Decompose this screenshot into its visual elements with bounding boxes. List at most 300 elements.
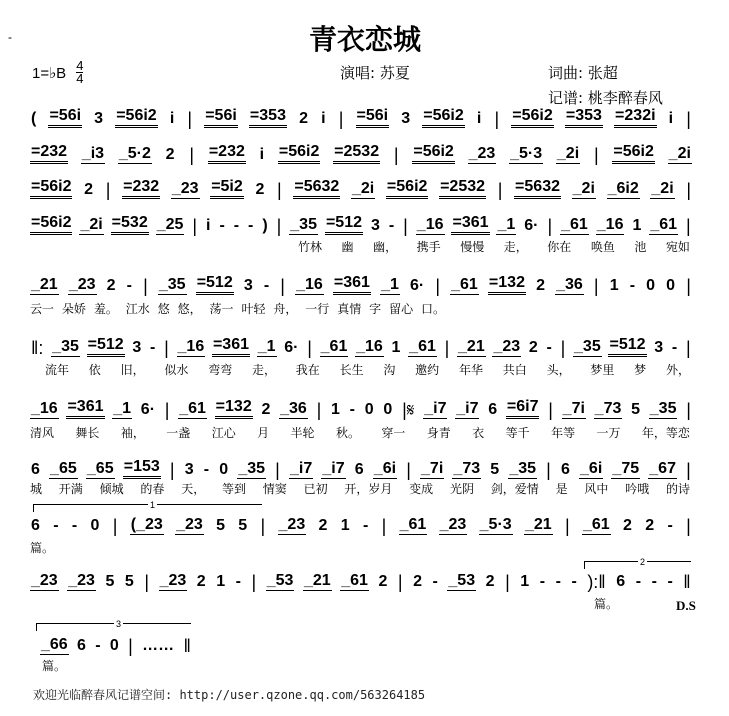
notation-line: [30, 273, 692, 295]
note-group: _23: [31, 572, 58, 589]
note-group: _23: [171, 180, 199, 197]
note-group: _35: [574, 338, 601, 355]
barline: |: [686, 516, 691, 536]
note-group: 3: [184, 461, 194, 478]
barline: |: [593, 276, 599, 296]
lyric-word: 月: [257, 426, 270, 440]
lyric-word: 江水: [125, 302, 150, 316]
lyric-word: 等到: [221, 482, 246, 496]
lyrics-line: [594, 597, 619, 611]
note-group: (: [31, 110, 37, 127]
note-group: -: [667, 573, 673, 590]
note-group: _61: [179, 400, 206, 417]
note-group: =512: [87, 336, 125, 357]
note-group: _16: [177, 338, 205, 355]
lyric-word: 的春: [140, 482, 165, 496]
note-group: 2: [485, 573, 495, 590]
lyric-word: 倾城: [99, 482, 124, 496]
note-group: 2: [196, 573, 206, 590]
note-group: _2i: [556, 145, 580, 162]
note-group: _i3: [81, 145, 105, 162]
note-group: _23: [68, 276, 96, 293]
note-group: 6: [31, 517, 40, 534]
lyric-word: 穿一: [381, 426, 406, 440]
note-group: 6·: [284, 339, 299, 356]
note-group: 1: [216, 573, 226, 590]
note-group: i: [259, 146, 265, 163]
barline: |: [393, 145, 399, 165]
lyric-word: 朵娇: [61, 302, 86, 316]
lyric-word: 沟: [383, 363, 396, 377]
note-group: =56i2: [412, 143, 454, 164]
lyric-word: 一盏: [166, 426, 191, 440]
note-group: _35: [649, 400, 677, 417]
lyric-word: 留心: [389, 302, 414, 316]
note-group: _5·2: [118, 145, 151, 162]
lyric-word: 叶轻: [241, 302, 266, 316]
barline: |: [189, 145, 195, 165]
note-group: _16: [296, 276, 323, 293]
lyrics-line: [298, 240, 690, 254]
lyric-word: 身青: [426, 426, 451, 440]
note-group: -: [432, 573, 438, 590]
note-group: =132: [215, 398, 253, 419]
note-group: 2: [318, 517, 328, 534]
note-group: 2: [255, 181, 265, 198]
barline: |: [275, 460, 280, 480]
lyric-word: 荡一: [209, 302, 234, 316]
lyric-word: 长生: [339, 363, 364, 377]
time-bottom: 4: [76, 71, 84, 86]
note-group: 6: [488, 401, 498, 418]
barline: |: [187, 109, 193, 129]
barline: |: [435, 276, 440, 296]
note-group: _65: [86, 460, 114, 477]
note-group: =56i2: [30, 214, 72, 235]
note-group: 3: [654, 339, 664, 356]
note-group: =361: [212, 336, 250, 357]
note-group: =56i: [48, 107, 82, 128]
note-group: 6: [616, 573, 626, 590]
notation-line: [30, 397, 692, 419]
note-group: _1: [497, 216, 516, 233]
barline: |: [260, 516, 266, 536]
barline: |: [444, 338, 450, 358]
note-group: _35: [290, 216, 317, 233]
barline: |: [565, 516, 570, 536]
note-group: -: [388, 217, 395, 234]
note-group: =56i2: [278, 143, 320, 164]
note-group: -: [95, 637, 101, 654]
barline: |: [686, 216, 691, 236]
barline: |: [546, 460, 551, 480]
barline: |: [403, 216, 408, 236]
notation-line: [30, 177, 692, 199]
note-group: 5: [490, 461, 500, 478]
note-group: _35: [158, 276, 186, 293]
note-group: _5·3: [479, 516, 512, 533]
lyric-word: 舟，: [273, 302, 298, 316]
barline: ‖:: [31, 338, 44, 358]
note-group: i: [476, 110, 482, 127]
lyrics-line: [30, 426, 690, 440]
note-group: i: [169, 110, 175, 127]
key-signature: [32, 60, 83, 85]
note-group: -: [546, 339, 552, 356]
lyric-word: 共白: [502, 363, 527, 377]
note-group: _1: [113, 400, 132, 417]
lyrics-line: [45, 363, 690, 377]
notation-line: [30, 213, 692, 235]
barline: |: [686, 400, 691, 420]
barline: |: [547, 216, 553, 236]
barline: |: [144, 572, 150, 592]
note-group: -: [362, 517, 369, 534]
barline: |: [593, 145, 599, 165]
note-group: -: [248, 217, 254, 234]
note-group: _6i2: [607, 180, 639, 197]
lyrics-line: [42, 659, 67, 673]
note-group: =56i: [356, 107, 390, 128]
lyric-word: 悠: [157, 302, 170, 316]
note-group: =232: [122, 178, 160, 199]
lyric-word: 风中: [584, 482, 609, 496]
note-group: =532: [111, 214, 149, 235]
note-group: 0: [646, 277, 656, 294]
lyric-word: 邀约: [415, 363, 440, 377]
note-group: 1: [609, 277, 619, 294]
note-group: _36: [280, 400, 307, 417]
note-group: _6i: [580, 460, 603, 477]
note-group: _2i: [572, 180, 595, 197]
note-group: -: [349, 401, 355, 418]
barline: |: [277, 180, 282, 200]
note-group: _7i: [562, 400, 585, 417]
note-group: _73: [453, 460, 481, 477]
barline: |: [505, 572, 510, 592]
lyric-word: 羞。: [93, 302, 118, 316]
note-group: _i7: [322, 460, 345, 477]
lyric-word: 携手: [416, 240, 441, 254]
note-group: _25: [156, 216, 184, 233]
footer-text: 欢迎光临醉春风记谱空间: http://user.qzone.qq.com/563264185: [33, 688, 426, 702]
note-group: _16: [596, 216, 624, 233]
note-group: _2i: [352, 180, 375, 197]
barline: |: [381, 516, 387, 536]
note-group: =6i7: [506, 398, 540, 419]
lyric-word: 等千: [505, 426, 530, 440]
note-group: _1: [381, 276, 399, 293]
note-group: =2532: [439, 178, 486, 199]
note-group: _67: [649, 460, 676, 477]
note-group: _i7: [424, 400, 447, 417]
lyric-word: 我在: [295, 363, 320, 377]
note-group: _61: [650, 216, 678, 233]
note-group: _53: [448, 572, 476, 589]
note-group: 5: [124, 573, 134, 590]
note-group: =56i: [204, 107, 238, 128]
note-group: 2: [645, 517, 655, 534]
note-group: =5632: [514, 178, 561, 199]
note-group: -: [671, 339, 678, 356]
lyric-word: 变成: [409, 482, 434, 496]
note-group: 5: [216, 517, 225, 534]
barline: |: [316, 400, 322, 420]
note-group: =56i2: [612, 143, 654, 164]
lyric-word: 弯弯: [208, 363, 233, 377]
note-group: 0: [219, 461, 229, 478]
lyric-word: 篇。: [30, 541, 55, 555]
volta-bracket-3: [36, 619, 191, 631]
note-group: i: [668, 110, 674, 127]
key-label: 1=♭B: [32, 64, 67, 82]
lyric-word: 你在: [547, 240, 572, 254]
notation-line: [30, 106, 692, 128]
note-group: 0: [109, 637, 119, 654]
barline: |: [280, 276, 285, 296]
note-group: _2i: [651, 180, 674, 197]
lyric-word: 开，岁月: [344, 482, 393, 496]
note-group: -: [571, 573, 577, 590]
note-group: _73: [594, 400, 622, 417]
barline: ‖: [183, 636, 191, 656]
note-group: 2: [623, 517, 632, 534]
barline: |: [397, 572, 403, 592]
lyric-word: 一万: [596, 426, 621, 440]
lyric-word: 梦里: [590, 363, 615, 377]
notation-line: [30, 457, 692, 479]
lyric-word: 依: [88, 363, 101, 377]
note-group: -: [71, 517, 78, 534]
note-group: 3: [94, 110, 104, 127]
note-group: _75: [612, 460, 640, 477]
note-group: _23: [68, 572, 95, 589]
barline: |: [169, 460, 175, 480]
lyrics-line: [30, 482, 690, 496]
note-group: 1: [520, 573, 530, 590]
note-group: _23: [468, 145, 496, 162]
note-group: =361: [451, 214, 489, 235]
stray-mark: -: [8, 30, 12, 44]
barline: |: [251, 572, 257, 592]
lyric-word: 天，: [181, 482, 206, 496]
note-group: _61: [451, 276, 478, 293]
barline: |: [494, 109, 500, 129]
note-group: =232: [208, 143, 246, 164]
lyric-word: 半轮: [290, 426, 315, 440]
note-group: 6·: [140, 401, 156, 418]
note-group: -: [219, 217, 225, 234]
note-group: -: [235, 573, 241, 590]
note-group: -: [539, 573, 546, 590]
lyric-word: 慢慢: [460, 240, 485, 254]
notation-line: [40, 633, 192, 655]
note-group: =512: [196, 274, 234, 295]
lyric-word: 秋。: [335, 426, 360, 440]
note-group: 5: [238, 517, 248, 534]
lyric-word: 篇。: [594, 597, 619, 611]
lyric-word: 城: [30, 482, 43, 496]
lyric-word: 外，: [665, 363, 690, 377]
note-group: 2: [299, 110, 308, 127]
note-group: 2: [536, 277, 545, 294]
barline: |: [128, 636, 133, 656]
note-group: 0: [383, 401, 393, 418]
note-group: =5632: [293, 178, 340, 199]
barline: |: [686, 276, 691, 296]
note-group: -: [635, 573, 642, 590]
note-group: (_23: [130, 516, 163, 533]
song-title: 青衣恋城: [308, 23, 421, 56]
barline: |: [497, 180, 503, 200]
note-group: _23: [176, 516, 203, 533]
note-group: _61: [561, 216, 588, 233]
note-group: _35: [509, 460, 537, 477]
note-group: -: [150, 339, 156, 356]
dal-segno-mark: D.S: [676, 598, 696, 613]
lyric-word: 走，: [503, 240, 528, 254]
lyric-word: 字: [369, 302, 382, 316]
composer-credit: 词曲: 张超: [548, 64, 618, 82]
lyric-word: 竹林: [298, 240, 323, 254]
time-signature: [76, 60, 83, 85]
barline: |: [164, 338, 169, 358]
lyric-word: 情窦: [262, 482, 287, 496]
note-group: =512: [325, 214, 363, 235]
lyric-word: 一行: [305, 302, 330, 316]
lyric-word: 的诗: [665, 482, 690, 496]
note-group: 2: [165, 146, 175, 163]
note-group: -: [53, 517, 59, 534]
note-group: _65: [50, 460, 77, 477]
note-group: -: [263, 277, 270, 294]
note-group: _23: [278, 516, 306, 533]
note-group: _i7: [289, 460, 313, 477]
note-group: =5i2: [210, 178, 244, 199]
note-group: =361: [66, 398, 104, 419]
barline: |: [686, 109, 691, 129]
barline: ):‖: [587, 572, 606, 592]
note-group: 1: [632, 217, 642, 234]
note-group: _66: [41, 636, 68, 653]
note-group: _21: [524, 516, 552, 533]
note-group: =56i2: [30, 178, 72, 199]
barline: ‖: [683, 572, 691, 592]
barline: |: [686, 460, 691, 480]
note-group: _53: [266, 572, 294, 589]
note-group: _16: [416, 216, 444, 233]
note-group: -: [126, 277, 132, 294]
note-group: -: [651, 573, 657, 590]
singer-credit: 演唱: 苏夏: [340, 64, 410, 82]
lyric-word: 唤鱼: [590, 240, 615, 254]
note-group: i: [206, 217, 211, 234]
note-group: 3: [243, 277, 253, 294]
note-group: 5: [105, 573, 115, 590]
note-group: 6: [77, 637, 86, 654]
note-group: 6·: [409, 277, 425, 294]
note-group: _2i: [80, 216, 103, 233]
note-group: _61: [583, 516, 610, 533]
lyric-word: 头，: [546, 363, 571, 377]
lyric-word: 清风: [30, 426, 55, 440]
notation-line: [30, 142, 692, 164]
lyric-word: 幽，: [373, 240, 398, 254]
note-group: =2532: [333, 143, 380, 164]
lyric-word: 真情: [337, 302, 362, 316]
lyric-word: 篇。: [42, 659, 67, 673]
note-group: _7i: [421, 460, 444, 477]
barline: |: [143, 276, 148, 296]
note-group: _36: [556, 276, 583, 293]
note-group: 6: [31, 461, 40, 478]
note-group: =153: [123, 458, 161, 479]
note-group: =353: [249, 107, 287, 128]
note-group: _61: [341, 572, 368, 589]
lyric-word: 流年: [45, 363, 70, 377]
note-group: =56i2: [511, 107, 553, 128]
note-group: =361: [333, 274, 371, 295]
note-group: 3: [401, 110, 411, 127]
lyric-word: 舞长: [75, 426, 100, 440]
note-group: _61: [409, 338, 436, 355]
lyric-word: 剑，爱情: [490, 482, 539, 496]
note-group: _16: [356, 338, 383, 355]
note-group: _35: [238, 460, 266, 477]
lyric-word: 年，等恋: [641, 426, 690, 440]
barline: |: [105, 180, 111, 200]
note-group: _23: [439, 516, 467, 533]
note-group: 1: [391, 339, 401, 356]
lyric-word: 年等: [551, 426, 576, 440]
volta-number: 1: [150, 500, 156, 510]
note-group: 1: [331, 401, 340, 418]
note-group: _61: [399, 516, 427, 533]
note-group: 6: [560, 461, 570, 478]
note-group: _21: [303, 572, 331, 589]
note-group: 2: [378, 573, 388, 590]
note-group: 0: [666, 277, 676, 294]
notation-line: [30, 335, 692, 357]
note-group: 0: [364, 401, 374, 418]
note-group: 1: [340, 517, 350, 534]
lyric-word: 云一: [30, 302, 55, 316]
note-group: _21: [458, 338, 485, 355]
note-group: 2: [413, 573, 423, 590]
note-group: _23: [159, 572, 187, 589]
barline: |: [406, 460, 411, 480]
lyric-word: 年华: [458, 363, 483, 377]
note-group: -: [629, 277, 636, 294]
lyric-word: 光阴: [449, 482, 474, 496]
lyric-word: 梦: [634, 363, 647, 377]
note-group: i: [321, 110, 326, 127]
note-group: _61: [320, 338, 348, 355]
note-group: _2i: [668, 145, 691, 162]
lyric-word: 幽: [341, 240, 354, 254]
note-group: -: [667, 517, 673, 534]
lyric-word: 似水: [164, 363, 189, 377]
barline: |: [560, 338, 566, 358]
barline: |: [548, 400, 553, 420]
note-group: _16: [31, 400, 58, 417]
lyric-word: 旧，: [120, 363, 145, 377]
barline: |: [685, 338, 691, 358]
lyric-word: 开满: [58, 482, 83, 496]
volta-bracket-2: [584, 557, 691, 569]
note-group: _35: [52, 338, 79, 355]
note-group: =353: [565, 107, 603, 128]
